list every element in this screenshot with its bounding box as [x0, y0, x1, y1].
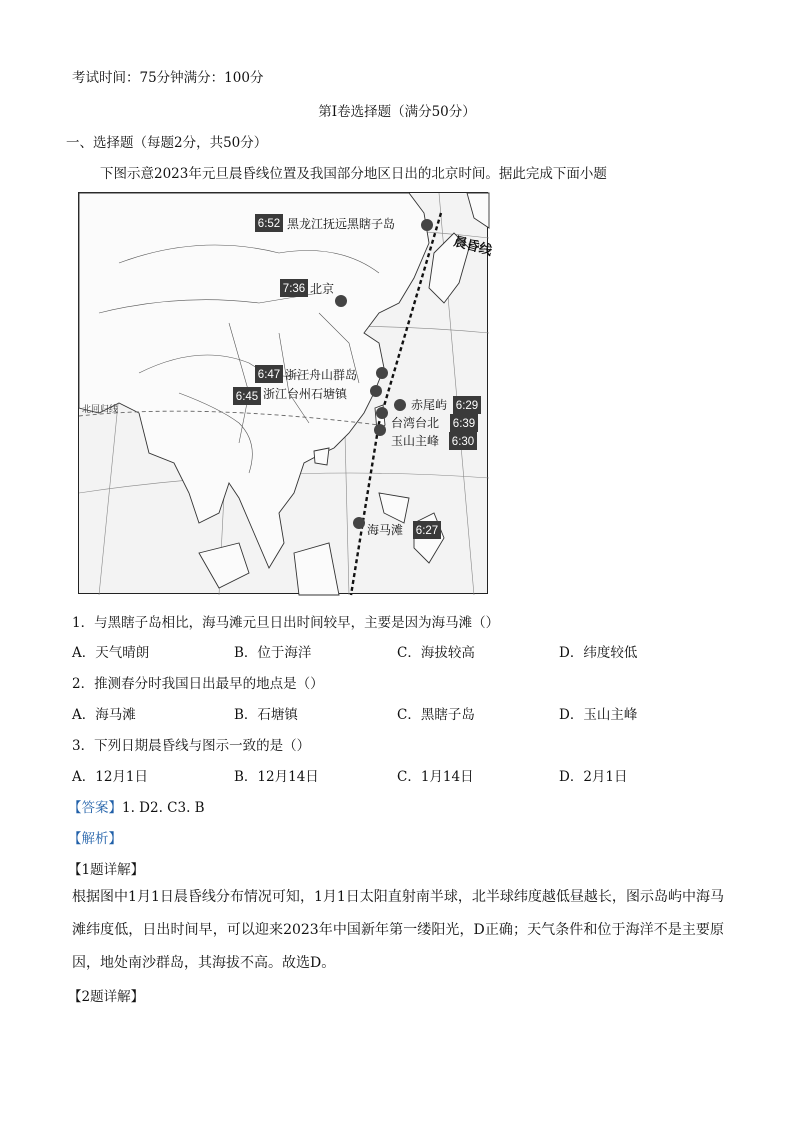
label-beijing: 北京: [310, 282, 335, 296]
label-taipei: 台湾台北: [391, 416, 440, 430]
time-heixiazi: 6:52: [257, 218, 281, 230]
section-title: 第Ⅰ卷选择题（满分50分）: [318, 104, 476, 120]
marker-heixiazi: [421, 219, 433, 231]
marker-beijing: [335, 295, 347, 307]
tropic-label: 北回归线: [82, 404, 119, 414]
label-shitang: 浙江台州石塘镇: [263, 387, 348, 401]
q2-detail-label: 【2题详解】: [68, 989, 145, 1005]
question-1-options: [72, 641, 752, 661]
marker-taipei: [376, 407, 388, 419]
time-yushan: 6:30: [451, 436, 475, 448]
analysis-label: 【解析】: [68, 831, 122, 847]
q1-option-b: B．位于海洋: [234, 645, 312, 661]
intro-text: 下图示意2023年元旦晨昏线位置及我国部分地区日出的北京时间。据此完成下面小题: [100, 166, 607, 182]
q1-option-d: D．纬度较低: [559, 645, 638, 661]
q3-option-b: B．12月14日: [234, 769, 319, 785]
exam-time: 考试时间：75分钟满分：100分: [72, 70, 264, 86]
marker-zhoushan: [376, 367, 388, 379]
label-yushan: 玉山主峰: [391, 434, 440, 448]
q1-option-a: A．天气晴朗: [72, 645, 150, 661]
q3-option-c: C．1月14日: [397, 769, 474, 785]
q1-detail-text: 根据图中1月1日晨昏线分布情况可知，1月1日太阳直射南半球，北半球纬度越低昼越长，图示岛屿中海马滩纬度低，日出时间早，可以迎来2023年中国新年第一缕阳光，D正确；天气条件和位于海洋不是主要原因，地处南沙群岛，其海拔不高。故选D。: [72, 889, 724, 971]
label-heixiazi: 黑龙江抚远黑瞎子岛: [287, 217, 396, 231]
q3-option-d: D．2月1日: [559, 769, 628, 785]
terminator-map: [78, 192, 494, 594]
terminator-label: 晨昏线: [451, 234, 494, 259]
q2-option-a: A．海马滩: [72, 707, 136, 723]
time-chiweiyu: 6:29: [455, 400, 479, 412]
label-chiweiyu: 赤尾屿: [411, 398, 448, 412]
time-beijing: 7:36: [282, 283, 306, 295]
question-3-options: [72, 765, 752, 785]
answer-value: 1. D2. C3. B: [122, 800, 205, 816]
time-taipei: 6:39: [452, 418, 476, 430]
time-zhoushan: 6:47: [257, 369, 281, 381]
map-svg: [79, 193, 494, 595]
label-haimatan: 海马滩: [367, 523, 404, 537]
question-3-stem: 3．下列日期晨昏线与图示一致的是（）: [72, 738, 311, 754]
question-2-options: [72, 703, 752, 723]
marker-haimatan: [353, 517, 365, 529]
marker-yushan: [374, 424, 386, 436]
marker-shitang: [370, 385, 382, 397]
label-zhoushan: 浙江舟山群岛: [285, 368, 358, 382]
question-2-stem: 2．推测春分时我国日出最早的地点是（）: [72, 676, 324, 692]
q3-option-a: A．12月1日: [72, 769, 149, 785]
q2-option-c: C．黑瞎子岛: [397, 707, 475, 723]
q2-option-b: B．石塘镇: [234, 707, 298, 723]
answer-label: 【答案】: [68, 800, 122, 816]
q1-detail-label: 【1题详解】: [68, 862, 145, 878]
part-title: 一、选择题（每题2分，共50分）: [66, 135, 268, 151]
answer-line: [68, 796, 205, 816]
q2-option-d: D．玉山主峰: [559, 707, 638, 723]
time-shitang: 6:45: [235, 391, 259, 403]
marker-chiweiyu: [394, 399, 406, 411]
question-1-stem: 1．与黑瞎子岛相比，海马滩元旦日出时间较早，主要是因为海马滩（）: [72, 615, 500, 631]
q1-option-c: C．海拔较高: [397, 645, 475, 661]
time-haimatan: 6:27: [415, 525, 439, 537]
